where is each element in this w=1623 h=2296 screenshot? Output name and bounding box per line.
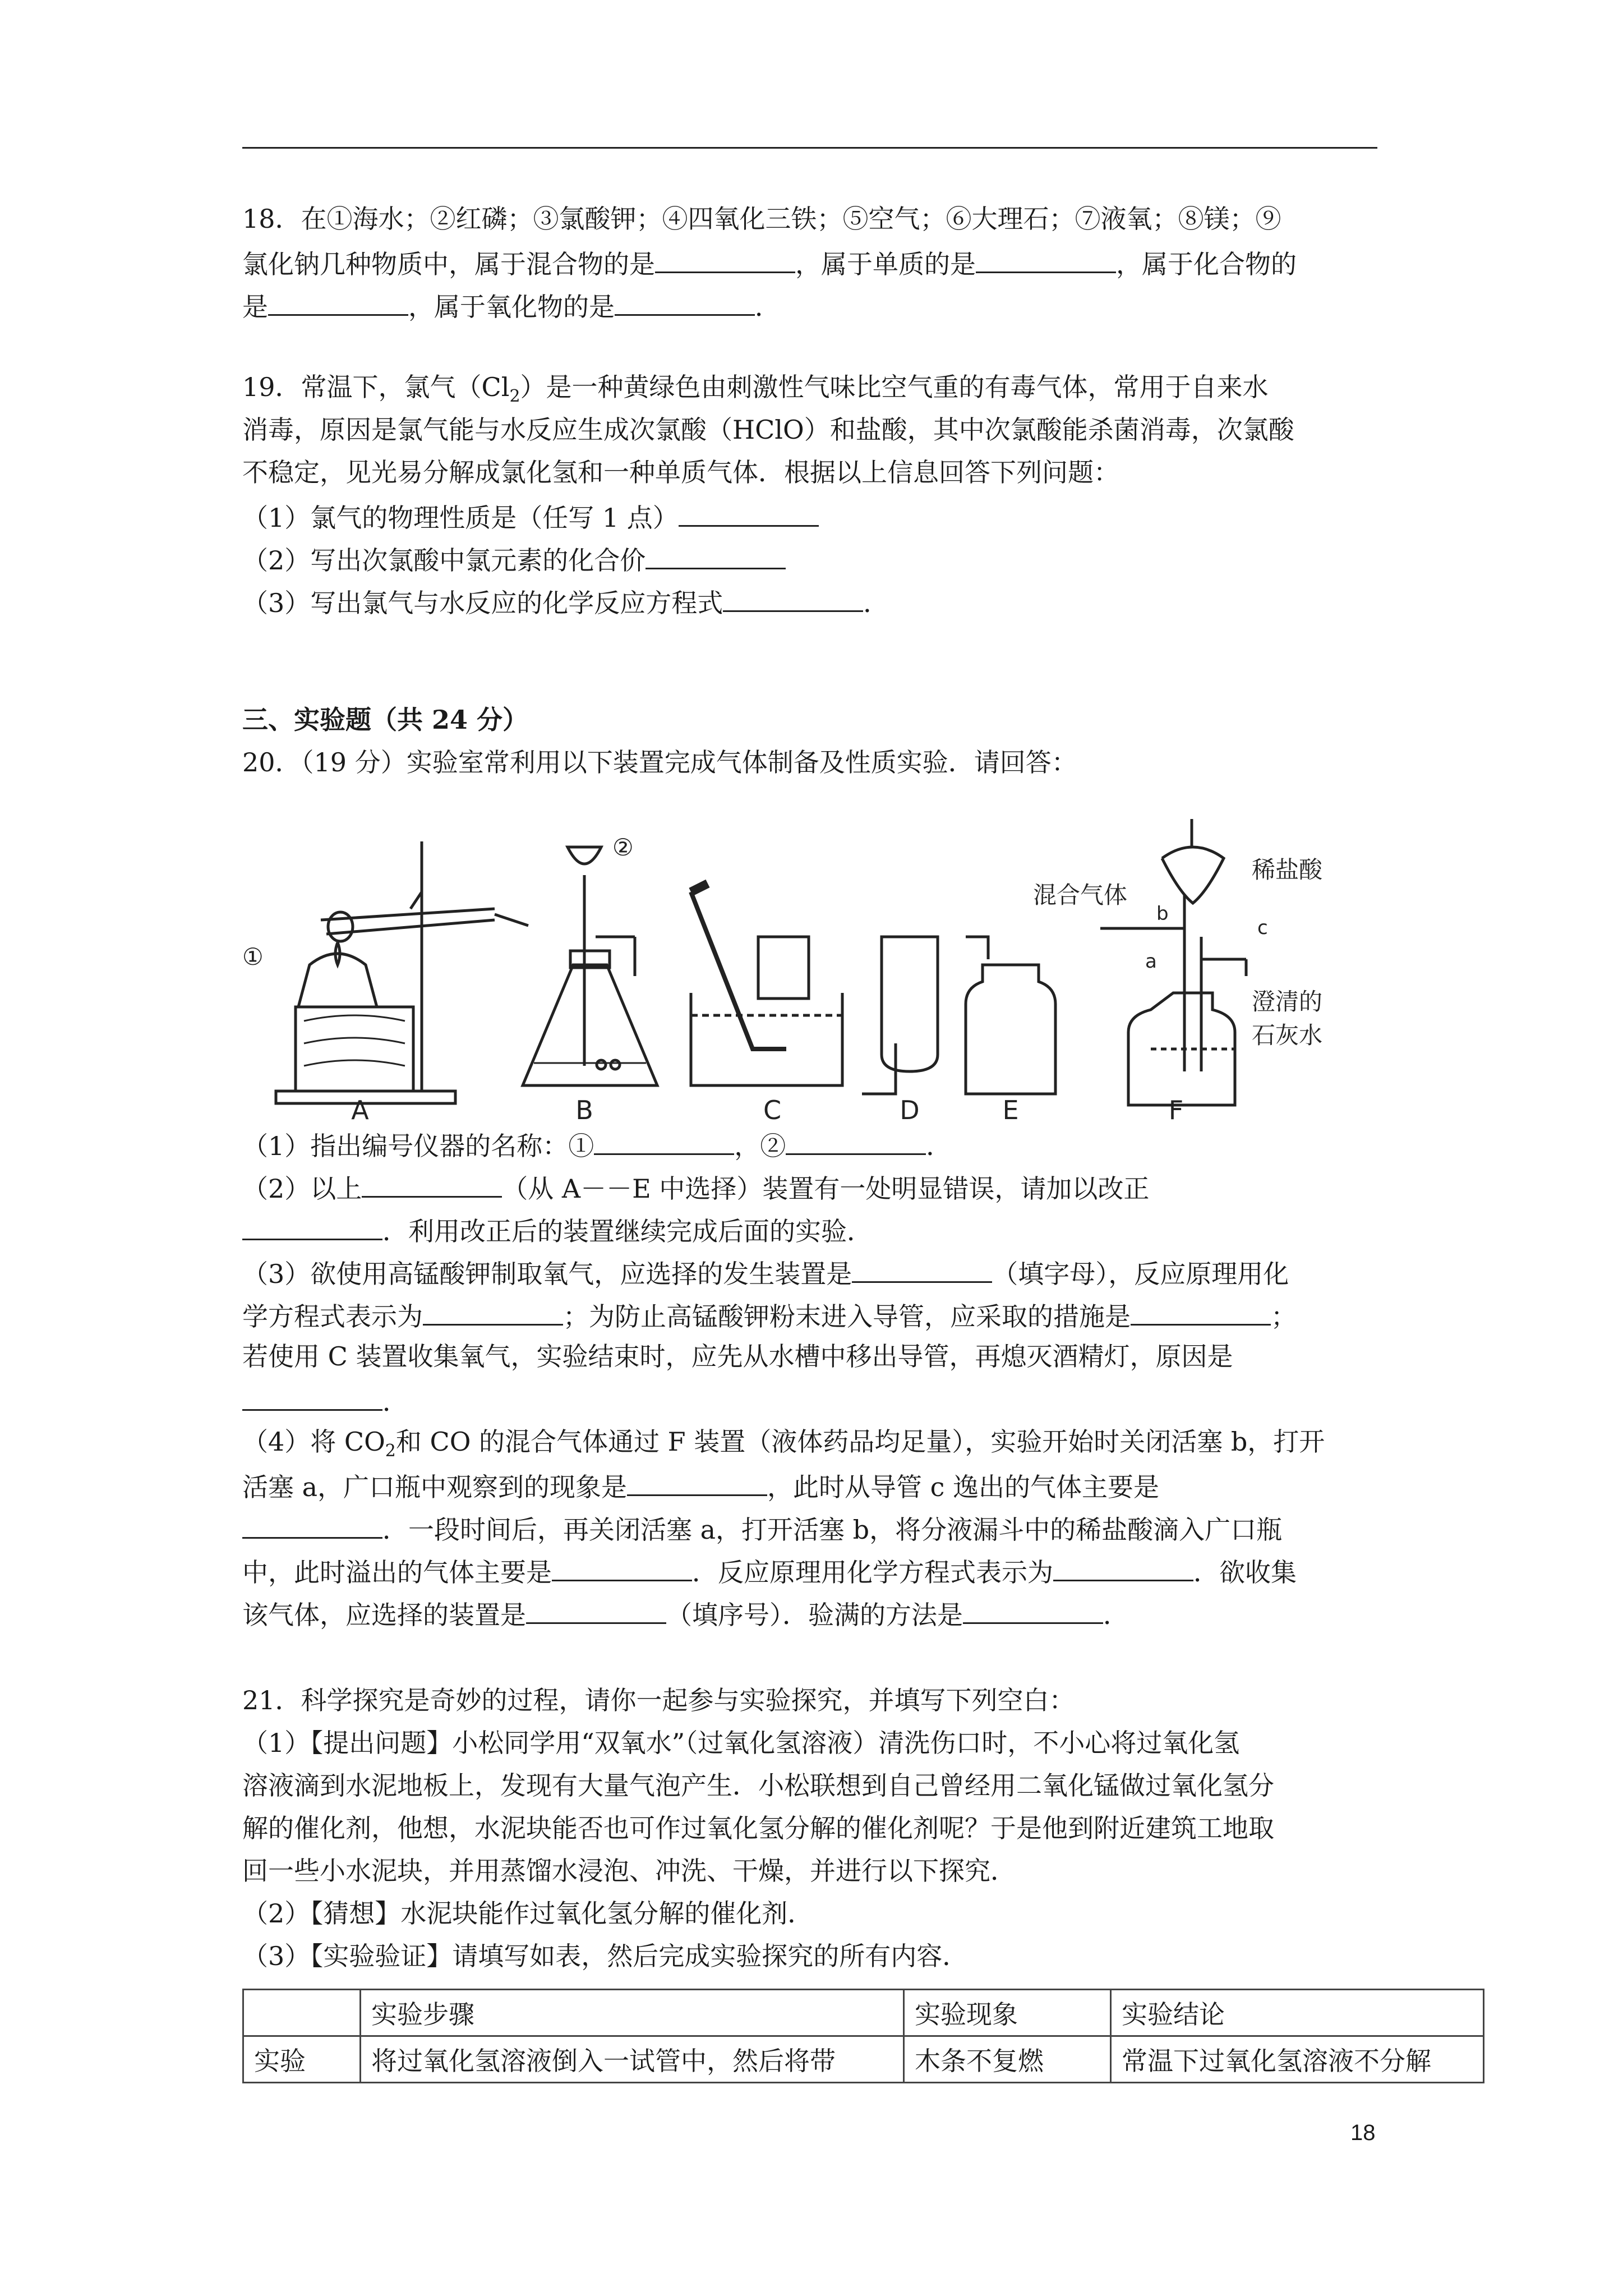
q21-line-4: 解的催化剂，他想，水泥块能否也可作过氧化氢分解的催化剂呢？于是他到附近建筑工地取 bbox=[242, 1813, 1274, 1843]
q20-intro: 20．（19 分）实验室常利用以下装置完成气体制备及性质实验．请回答： bbox=[242, 747, 1077, 777]
q19-sub-3 bbox=[242, 579, 1377, 622]
label-a: A bbox=[351, 1095, 369, 1125]
apparatus-diagram bbox=[242, 808, 1377, 1128]
q18-line-1: 18．在①海水；②红磷；③氯酸钾；④四氧化三铁；⑤空气；⑥大理石；⑦液氧；⑧镁；⑨ bbox=[242, 204, 1281, 234]
apparatus-a bbox=[276, 841, 528, 1103]
table-cell: 将过氧化氢溶液倒入一试管中，然后将带 bbox=[361, 2036, 904, 2083]
q19-text: ． bbox=[863, 588, 889, 618]
q18-text: ，属于氧化物的是 bbox=[408, 292, 615, 322]
answer-blank[interactable] bbox=[655, 240, 795, 273]
q20-part-4-cont3 bbox=[242, 1548, 1377, 1591]
table-header-row bbox=[243, 1990, 1484, 2036]
q21-line-1: 21．科学探究是奇妙的过程，请你一起参与实验探究，并填写下列空白： bbox=[242, 1685, 1075, 1715]
valve-b-label: b bbox=[1156, 903, 1169, 925]
q19-text: 19．常温下，氯气（Cl bbox=[242, 372, 510, 402]
q20-text: ．反应原理用化学方程式表示为 bbox=[692, 1557, 1053, 1588]
table-cell: 木条不复燃 bbox=[904, 2036, 1111, 2083]
tube-c-label: c bbox=[1257, 917, 1268, 939]
apparatus-b bbox=[523, 847, 657, 1085]
q19-line-2: 消毒，原因是氯气能与水反应生成次氯酸（HClO）和盐酸，其中次氯酸能杀菌消毒，次氯酸 bbox=[242, 415, 1294, 445]
q20-part-3 bbox=[242, 1250, 1377, 1292]
label-d: D bbox=[900, 1095, 920, 1125]
page-number: 18 bbox=[1350, 2120, 1376, 2145]
q20-text: （2）以上 bbox=[242, 1174, 362, 1204]
limewater-label-2: 石灰水 bbox=[1252, 1022, 1323, 1049]
subscript: 2 bbox=[385, 1441, 396, 1461]
answer-blank[interactable] bbox=[242, 1207, 382, 1240]
q18-text: ． bbox=[755, 292, 781, 322]
marker-1: ① bbox=[242, 943, 264, 970]
table-row bbox=[243, 2036, 1484, 2083]
q20-text: ． bbox=[1103, 1600, 1129, 1630]
q20-text: 中，此时溢出的气体主要是 bbox=[242, 1557, 552, 1588]
answer-blank[interactable] bbox=[594, 1122, 734, 1155]
q19-line-1 bbox=[242, 366, 1377, 408]
answer-blank[interactable] bbox=[963, 1591, 1103, 1624]
answer-blank[interactable] bbox=[423, 1292, 563, 1326]
q19-text: （2）写出次氯酸中氯元素的化合价 bbox=[242, 545, 646, 576]
answer-blank[interactable] bbox=[242, 1378, 382, 1411]
q20-part-2-cont bbox=[242, 1207, 1377, 1250]
q20-part-3-cont3 bbox=[242, 1378, 1377, 1420]
question-21 bbox=[242, 1679, 1377, 1977]
apparatus-f bbox=[1100, 819, 1246, 1105]
q19-text: （3）写出氯气与水反应的化学反应方程式 bbox=[242, 588, 723, 618]
q20-text: ； bbox=[1271, 1301, 1297, 1332]
answer-blank[interactable] bbox=[679, 494, 819, 527]
subscript: 2 bbox=[509, 386, 520, 407]
answer-blank[interactable] bbox=[362, 1165, 502, 1198]
q18-line-2 bbox=[242, 240, 1377, 283]
q20-text: ；为防止高锰酸钾粉末进入导管，应采取的措施是 bbox=[563, 1301, 1131, 1332]
q20-part-2 bbox=[242, 1165, 1377, 1207]
q20-text: ，② bbox=[734, 1131, 786, 1161]
q19-text: ）是一种黄绿色由刺激性气味比空气重的有毒气体，常用于自来水 bbox=[520, 372, 1269, 402]
q18-text: 是 bbox=[242, 292, 268, 322]
q20-text: ．欲收集 bbox=[1193, 1557, 1297, 1588]
dilute-hcl-label: 稀盐酸 bbox=[1252, 856, 1323, 884]
q19-line-3: 不稳定，见光易分解成氯化氢和一种单质气体．根据以上信息回答下列问题： bbox=[242, 457, 1119, 487]
table-header-cell: 实验现象 bbox=[904, 1990, 1111, 2036]
apparatus-c bbox=[691, 884, 842, 1085]
q18-text: ，属于化合物的 bbox=[1116, 249, 1297, 279]
q20-part-1 bbox=[242, 1122, 1377, 1165]
answer-blank[interactable] bbox=[645, 536, 786, 569]
answer-blank[interactable] bbox=[268, 283, 408, 316]
section-3 bbox=[242, 698, 1377, 784]
q18-line-3 bbox=[242, 283, 1377, 325]
table-cell: 实验 bbox=[243, 2036, 361, 2083]
q20-text: （从 A－－E 中选择）装置有一处明显错误，请加以改正 bbox=[502, 1174, 1150, 1204]
experiment-table bbox=[242, 1989, 1484, 2083]
label-b: B bbox=[575, 1095, 593, 1125]
q20-text: 该气体，应选择的装置是 bbox=[242, 1600, 526, 1630]
label-c: C bbox=[763, 1095, 782, 1125]
q20-part-4-cont4 bbox=[242, 1591, 1377, 1634]
q20-text: （填字母），反应原理用化 bbox=[992, 1259, 1289, 1289]
q21-line-3: 溶液滴到水泥地板上，发现有大量气泡产生．小松联想到自己曾经用二氧化锰做过氧化氢分 bbox=[242, 1770, 1274, 1801]
q21-line-7: （3）【实验验证】请填写如表，然后完成实验探究的所有内容． bbox=[242, 1941, 969, 1971]
q20-text: ．利用改正后的装置继续完成后面的实验． bbox=[382, 1216, 873, 1246]
q19-sub-1 bbox=[242, 494, 1377, 536]
answer-blank[interactable] bbox=[242, 1506, 382, 1539]
apparatus-figure bbox=[242, 808, 1377, 1128]
q20-text: （填序号）．验满的方法是 bbox=[666, 1600, 963, 1630]
q20-text: ．一段时间后，再关闭活塞 a，打开活塞 b，将分液漏斗中的稀盐酸滴入广口瓶 bbox=[382, 1515, 1283, 1545]
apparatus-d bbox=[862, 937, 938, 1094]
question-19 bbox=[242, 366, 1377, 622]
answer-blank[interactable] bbox=[1053, 1548, 1193, 1581]
q18-text: 氯化钠几种物质中，属于混合物的是 bbox=[242, 249, 655, 279]
mixed-gas-label: 混合气体 bbox=[1033, 881, 1128, 909]
q20-part-4-cont bbox=[242, 1463, 1377, 1506]
answer-blank[interactable] bbox=[976, 240, 1116, 273]
limewater-label-1: 澄清的 bbox=[1252, 988, 1323, 1015]
q18-text: ，属于单质的是 bbox=[795, 249, 976, 279]
label-e: E bbox=[1002, 1095, 1019, 1125]
q20-text: 和 CO 的混合气体通过 F 装置（液体药品均足量），实验开始时关闭活塞 b，打开 bbox=[395, 1427, 1325, 1457]
q19-sub-2 bbox=[242, 536, 1377, 579]
answer-blank[interactable] bbox=[786, 1122, 926, 1155]
q20-text: （1）指出编号仪器的名称：① bbox=[242, 1131, 594, 1161]
answer-blank[interactable] bbox=[852, 1250, 992, 1283]
answer-blank[interactable] bbox=[526, 1591, 666, 1624]
q20-text: ，此时从导管 c 逸出的气体主要是 bbox=[767, 1472, 1160, 1502]
table-cell: 常温下过氧化氢溶液不分解 bbox=[1111, 2036, 1484, 2083]
table-header-cell bbox=[243, 1990, 361, 2036]
label-f: F bbox=[1168, 1095, 1184, 1125]
q20-part-4-cont2 bbox=[242, 1506, 1377, 1548]
q20-text: ． bbox=[926, 1131, 952, 1161]
q20-text: 活塞 a，广口瓶中观察到的现象是 bbox=[242, 1472, 628, 1502]
q19-text: （1）氯气的物理性质是（任写 1 点） bbox=[242, 503, 679, 533]
q20-text: （4）将 CO bbox=[242, 1427, 385, 1457]
header-rule bbox=[242, 147, 1377, 149]
table-header-cell: 实验结论 bbox=[1111, 1990, 1484, 2036]
q20-part-4 bbox=[242, 1420, 1377, 1463]
q21-line-6: （2）【猜想】水泥块能作过氧化氢分解的催化剂． bbox=[242, 1898, 814, 1929]
answer-blank[interactable] bbox=[1131, 1292, 1271, 1326]
q20-parts bbox=[242, 1122, 1377, 1634]
q20-text: 学方程式表示为 bbox=[242, 1301, 423, 1332]
q21-line-5: 回一些小水泥块，并用蒸馏水浸泡、冲洗、干燥，并进行以下探究． bbox=[242, 1856, 1016, 1886]
valve-a-label: a bbox=[1145, 950, 1157, 973]
q21-line-2: （1）【提出问题】小松同学用“双氧水”（过氧化氢溶液）清洗伤口时，不小心将过氧化氢 bbox=[242, 1728, 1240, 1758]
q20-part-3-cont2: 若使用 C 装置收集氧气，实验结束时，应先从水槽中移出导管，再熄灭酒精灯，原因是 bbox=[242, 1341, 1233, 1372]
section-heading: 三、实验题（共 24 分） bbox=[242, 705, 529, 735]
marker-2: ② bbox=[612, 834, 634, 861]
answer-blank[interactable] bbox=[615, 283, 755, 316]
table-header-cell: 实验步骤 bbox=[361, 1990, 904, 2036]
answer-blank[interactable] bbox=[627, 1463, 767, 1496]
q20-text: （3）欲使用高锰酸钾制取氧气，应选择的发生装置是 bbox=[242, 1259, 852, 1289]
q20-part-3-cont bbox=[242, 1292, 1377, 1335]
q20-text: ． bbox=[382, 1387, 408, 1417]
answer-blank[interactable] bbox=[723, 579, 863, 612]
apparatus-e bbox=[966, 937, 1055, 1094]
question-18 bbox=[242, 197, 1377, 325]
answer-blank[interactable] bbox=[552, 1548, 692, 1581]
